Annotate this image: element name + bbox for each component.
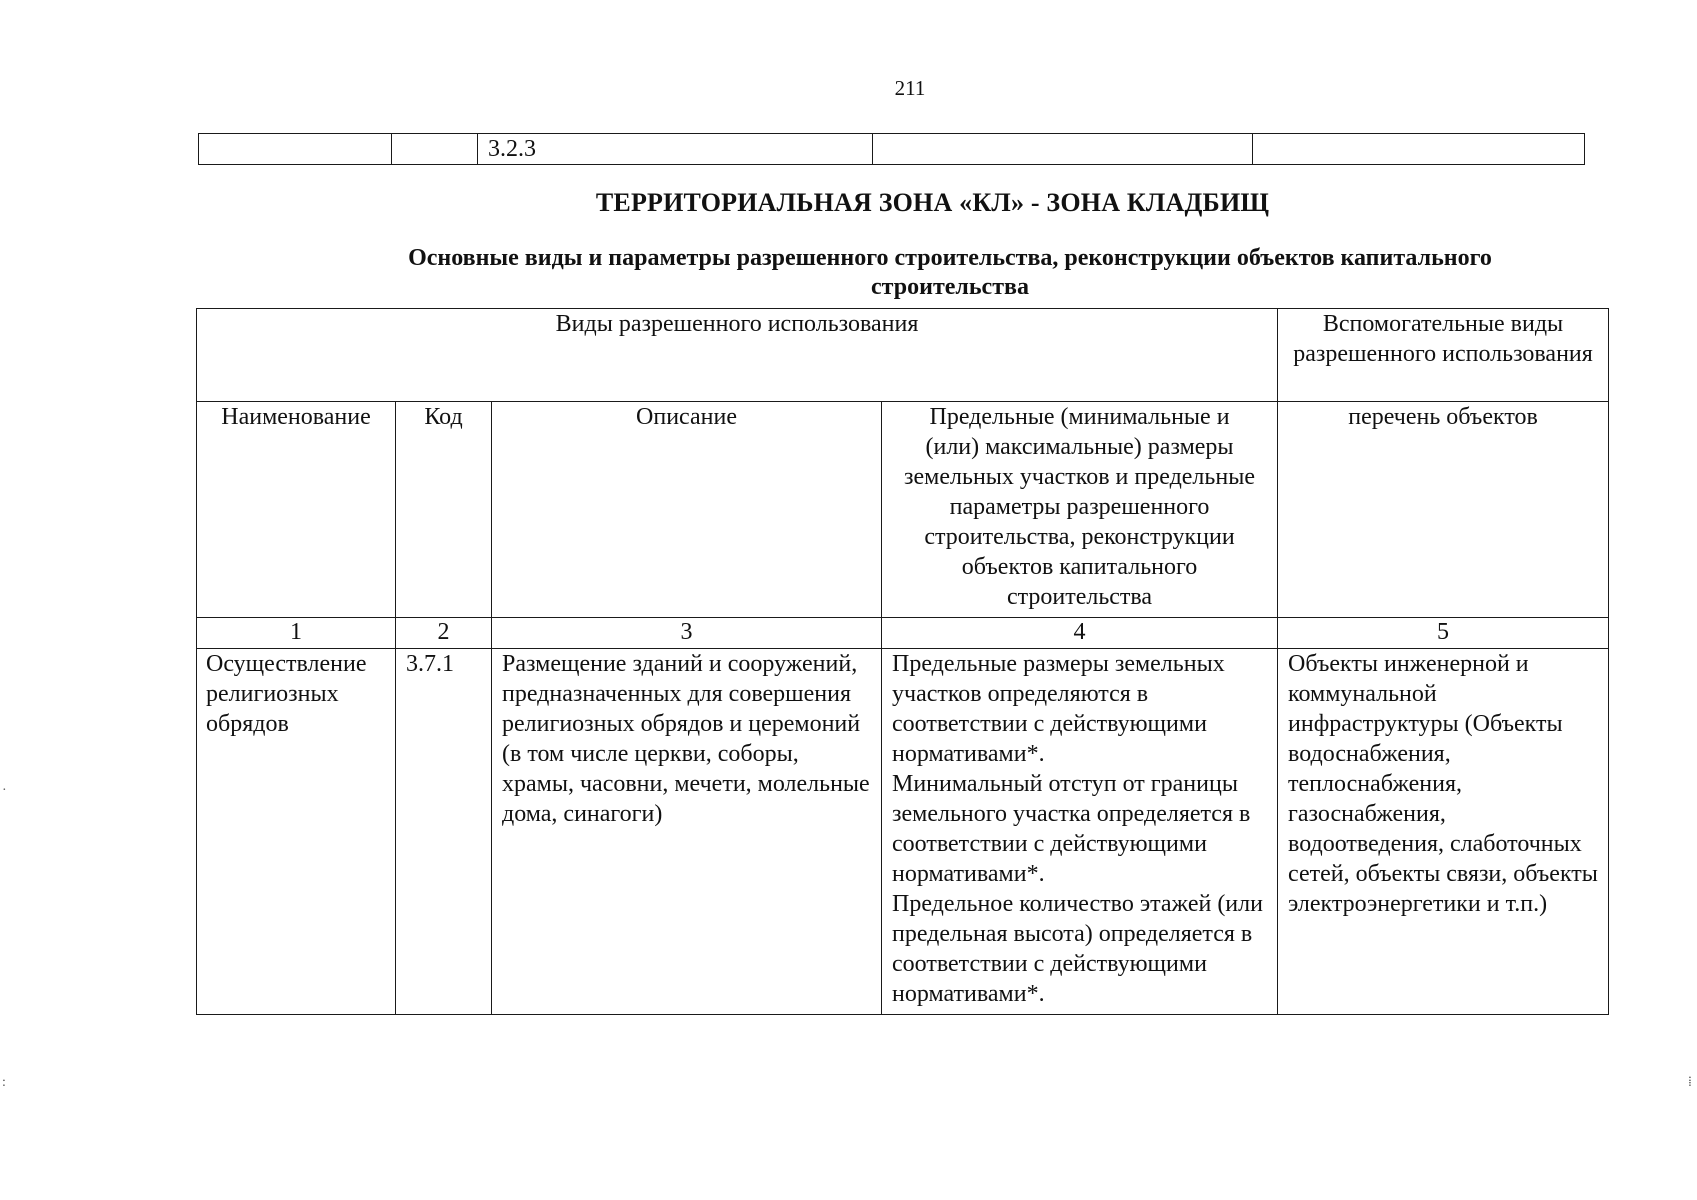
- table-header-row: [197, 309, 1609, 402]
- limits-floors: Предельное количество этажей (или предельная высота) определяется в соответствии с действующими нормативами*.: [892, 891, 1263, 1007]
- table-cell: [1253, 134, 1585, 165]
- table-cell: 3.2.3: [478, 134, 873, 165]
- limits-setback: Минимальный отступ от границы земельного участка определяется в соответствии с действующими нормативами*.: [892, 771, 1251, 887]
- cell-description: Размещение зданий и сооружений, предназначенных для совершения религиозных обрядов и церемоний (в том числе церкви, соборы, храмы, часовни, мечети, молельные дома, синагоги): [492, 649, 882, 1015]
- column-number: 2: [396, 618, 492, 649]
- table-cell: [392, 134, 478, 165]
- table-header-row: [197, 402, 1609, 618]
- scan-artifact-mark: ⁞: [1688, 1075, 1692, 1090]
- column-number: 3: [492, 618, 882, 649]
- column-number: 4: [882, 618, 1278, 649]
- header-auxiliary-uses: Вспомогательные виды разрешенного использования: [1278, 309, 1609, 402]
- section-title: Основные виды и параметры разрешенного строительства, реконструкции объектов капитального строительства: [408, 245, 1492, 300]
- table-row: [199, 134, 1585, 165]
- cell-auxiliary: Объекты инженерной и коммунальной инфраструктуры (Объекты водоснабжения, теплоснабжения, газоснабжения, водоотведения, слаботочных сетей, объекты связи, объекты электроэнергетики и т.п.): [1278, 649, 1609, 1015]
- header-permitted-uses: Виды разрешенного использования: [197, 309, 1278, 402]
- column-number: 5: [1278, 618, 1609, 649]
- zone-title: ТЕРРИТОРИАЛЬНАЯ ЗОНА «КЛ» - ЗОНА КЛАДБИЩ: [595, 188, 1270, 217]
- header-name: Наименование: [197, 402, 396, 618]
- column-number-row: [197, 618, 1609, 649]
- table-cell: [199, 134, 392, 165]
- cell-code: 3.7.1: [396, 649, 492, 1015]
- header-code: Код: [396, 402, 492, 618]
- scan-artifact-mark: :: [2, 1075, 6, 1090]
- column-number: 1: [197, 618, 396, 649]
- cell-limits: [882, 649, 1278, 1015]
- previous-table-continuation: [198, 133, 1585, 165]
- limits-plot-size: Предельные размеры земельных участков определяются в соответствии с действующими нормативами*.: [892, 651, 1225, 767]
- header-description: Описание: [492, 402, 882, 618]
- table-row: [197, 649, 1609, 1015]
- header-limits: Предельные (минимальные и (или) максимальные) размеры земельных участков и предельные параметры разрешенного строительства, реконструкции объектов капитального строительства: [882, 402, 1278, 618]
- header-objects-list: перечень объектов: [1278, 402, 1609, 618]
- page-number: 211: [894, 76, 926, 100]
- scan-artifact-mark: ·: [2, 783, 7, 798]
- cell-name: Осуществление религиозных обрядов: [197, 649, 396, 1015]
- permitted-uses-table: [196, 308, 1609, 1015]
- table-cell: [873, 134, 1253, 165]
